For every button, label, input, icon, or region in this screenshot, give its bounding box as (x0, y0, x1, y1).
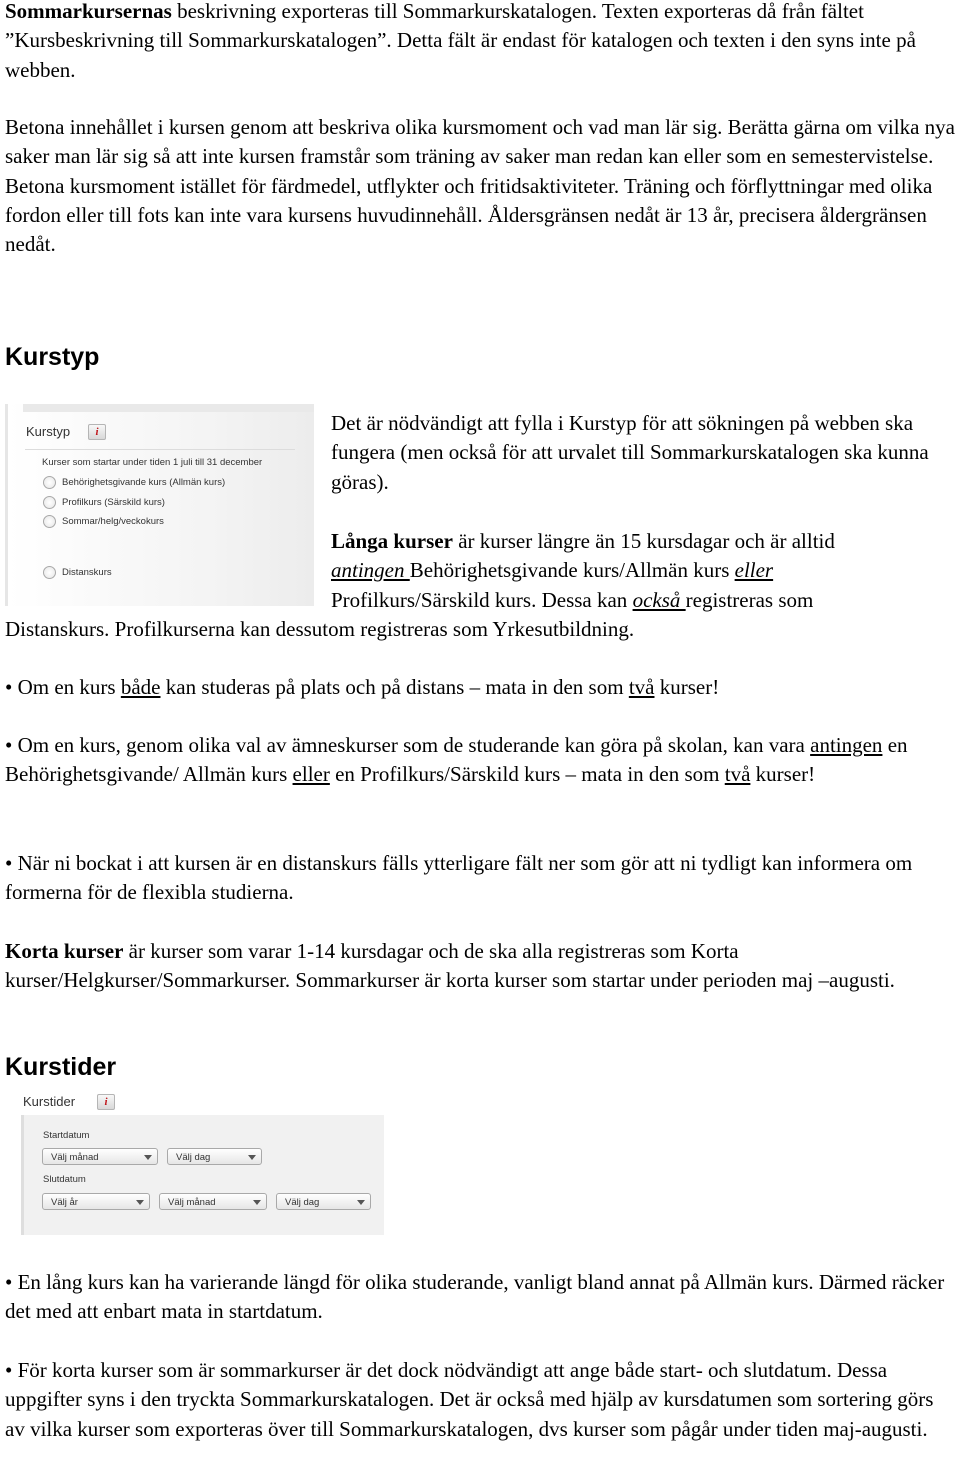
screenshot-divider (25, 449, 295, 450)
kurstyp-bullet-3: • När ni bockat i att kursen är en distanskurs fälls ytterligare fält ner som gör att ni tydligt kan informera om formerna för de flexibla studierna. (5, 851, 913, 905)
kurstyp-bullet-2: • Om en kurs, genom olika val av ämneskurser som de studerande kan göra på skolan, kan vara antingen en Behörighetsgivande/ Allmän kurs eller en Profilkurs/Särskild kurs – mata in den som två kurser! (5, 733, 908, 787)
chevron-down-icon (136, 1200, 144, 1205)
ocksa-emphasis: också (632, 587, 686, 612)
kurstyp-option-profilkurs[interactable]: Profilkurs (Särskild kurs) (43, 496, 165, 509)
kurstyp-field-title: Kurstyp (26, 424, 71, 439)
radio-icon[interactable] (43, 515, 56, 528)
intro-bold: Sommarkursernas (5, 0, 172, 23)
eller-emphasis: eller (734, 558, 774, 583)
kurstider-bullet-1: • En lång kurs kan ha varierande längd för olika studerande, vanligt bland annat på Allmän kurs. Därmed räcker det med att enbart mata in startdatum. (5, 1270, 945, 1324)
korta-kurser-paragraph: Korta kurser är kurser som varar 1-14 kursdagar och de ska alla registreras som Korta kurser/Helgkurser/Sommarkurser. Sommarkurser är korta kurser som startar under perioden maj –augusti. (5, 939, 895, 993)
kurstyp-bullet-1: • Om en kurs både kan studeras på plats och på distans – mata in den som två kurser! (5, 675, 720, 699)
kurstider-screenshot (5, 1082, 383, 1236)
end-month-select[interactable]: Välj månad (159, 1193, 267, 1210)
radio-icon[interactable] (43, 476, 56, 489)
kurstyp-section-label: Kurser som startar under tiden 1 juli till 31 december (42, 457, 263, 468)
antingen-emphasis: antingen (331, 558, 410, 583)
chevron-down-icon (357, 1200, 365, 1205)
chevron-down-icon (253, 1200, 261, 1205)
emphasis-paragraph: Betona innehållet i kursen genom att beskriva olika kursmoment och vad man lär sig. Berätta gärna om vilka nya saker man lär sig så att inte kursen framstår som träning av saker man redan kan eller som en semestervistelse. Betona kursmoment istället för färdmedel, utflykter och fritidsaktiviteter. Träning och förflyttningar med olika fordon eller till fots kan inte vara kursens huvudinnehåll. Åldersgränsen nedåt är 13 år, precisera åldergränsen nedåt. (5, 115, 955, 257)
langa-kurser-paragraph: Långa kurser är kurser längre än 15 kursdagar och är alltid antingen Behörighetsgivande kurs/Allmän kurs eller Profilkurs/Särskild kurs. Dessa kan också registreras som (331, 529, 835, 612)
kurstyp-option-sommar[interactable]: Sommar/helg/veckokurs (43, 515, 164, 528)
kurstider-bullet-2: • För korta kurser som är sommarkurser är det dock nödvändigt att ange både start- och slutdatum. Dessa uppgifter syns i den tryckta Sommarkurskatalogen. Det är också med hjälp av kursdatumen som sortering görs av vilka kurser som exporteras över till Sommarkurskatalogen, dvs kurser som pågår under tiden maj-augusti. (5, 1358, 934, 1441)
info-icon[interactable]: i (88, 424, 106, 440)
chevron-down-icon (248, 1155, 256, 1160)
slutdatum-label: Slutdatum (43, 1174, 86, 1185)
kurstyp-heading: Kurstyp (5, 343, 100, 371)
start-month-select[interactable]: Välj månad (42, 1148, 158, 1165)
checkbox-icon[interactable] (43, 566, 56, 579)
end-year-select[interactable]: Välj år (42, 1193, 150, 1210)
intro-paragraph (5, 0, 955, 85)
radio-icon[interactable] (43, 496, 56, 509)
kurstyp-screenshot (5, 404, 314, 606)
langa-kurser-continuation: Distanskurs. Profilkurserna kan dessutom registreras som Yrkesutbildning. (5, 617, 635, 641)
screenshot-top-bar (23, 404, 314, 412)
kurstider-field-title: Kurstider (23, 1094, 76, 1109)
kurstider-panel (21, 1115, 384, 1235)
chevron-down-icon (144, 1155, 152, 1160)
startdatum-label: Startdatum (43, 1130, 90, 1141)
langa-kurser-bold: Långa kurser (331, 529, 453, 553)
kurstyp-option-distanskurs[interactable]: Distanskurs (43, 566, 112, 579)
intro-text: beskrivning exporteras till Sommarkurskatalogen. Texten exporteras då från fältet ”Kursbeskrivning till Sommarkurskatalogen”. Detta fält är endast för katalogen och texten i den syns inte på webben. (5, 0, 916, 82)
kurstyp-intro-text: Det är nödvändigt att fylla i Kurstyp för att sökningen på webben ska fungera (men också för att urvalet till Sommarkurskatalogen ska kunna göras). (331, 411, 929, 494)
korta-kurser-bold: Korta kurser (5, 939, 124, 963)
info-icon[interactable]: i (97, 1094, 115, 1110)
start-day-select[interactable]: Välj dag (167, 1148, 262, 1165)
kurstyp-option-behorighetsgivande[interactable]: Behörighetsgivande kurs (Allmän kurs) (43, 476, 225, 489)
kurstider-heading: Kurstider (5, 1053, 117, 1081)
end-day-select[interactable]: Välj dag (276, 1193, 371, 1210)
